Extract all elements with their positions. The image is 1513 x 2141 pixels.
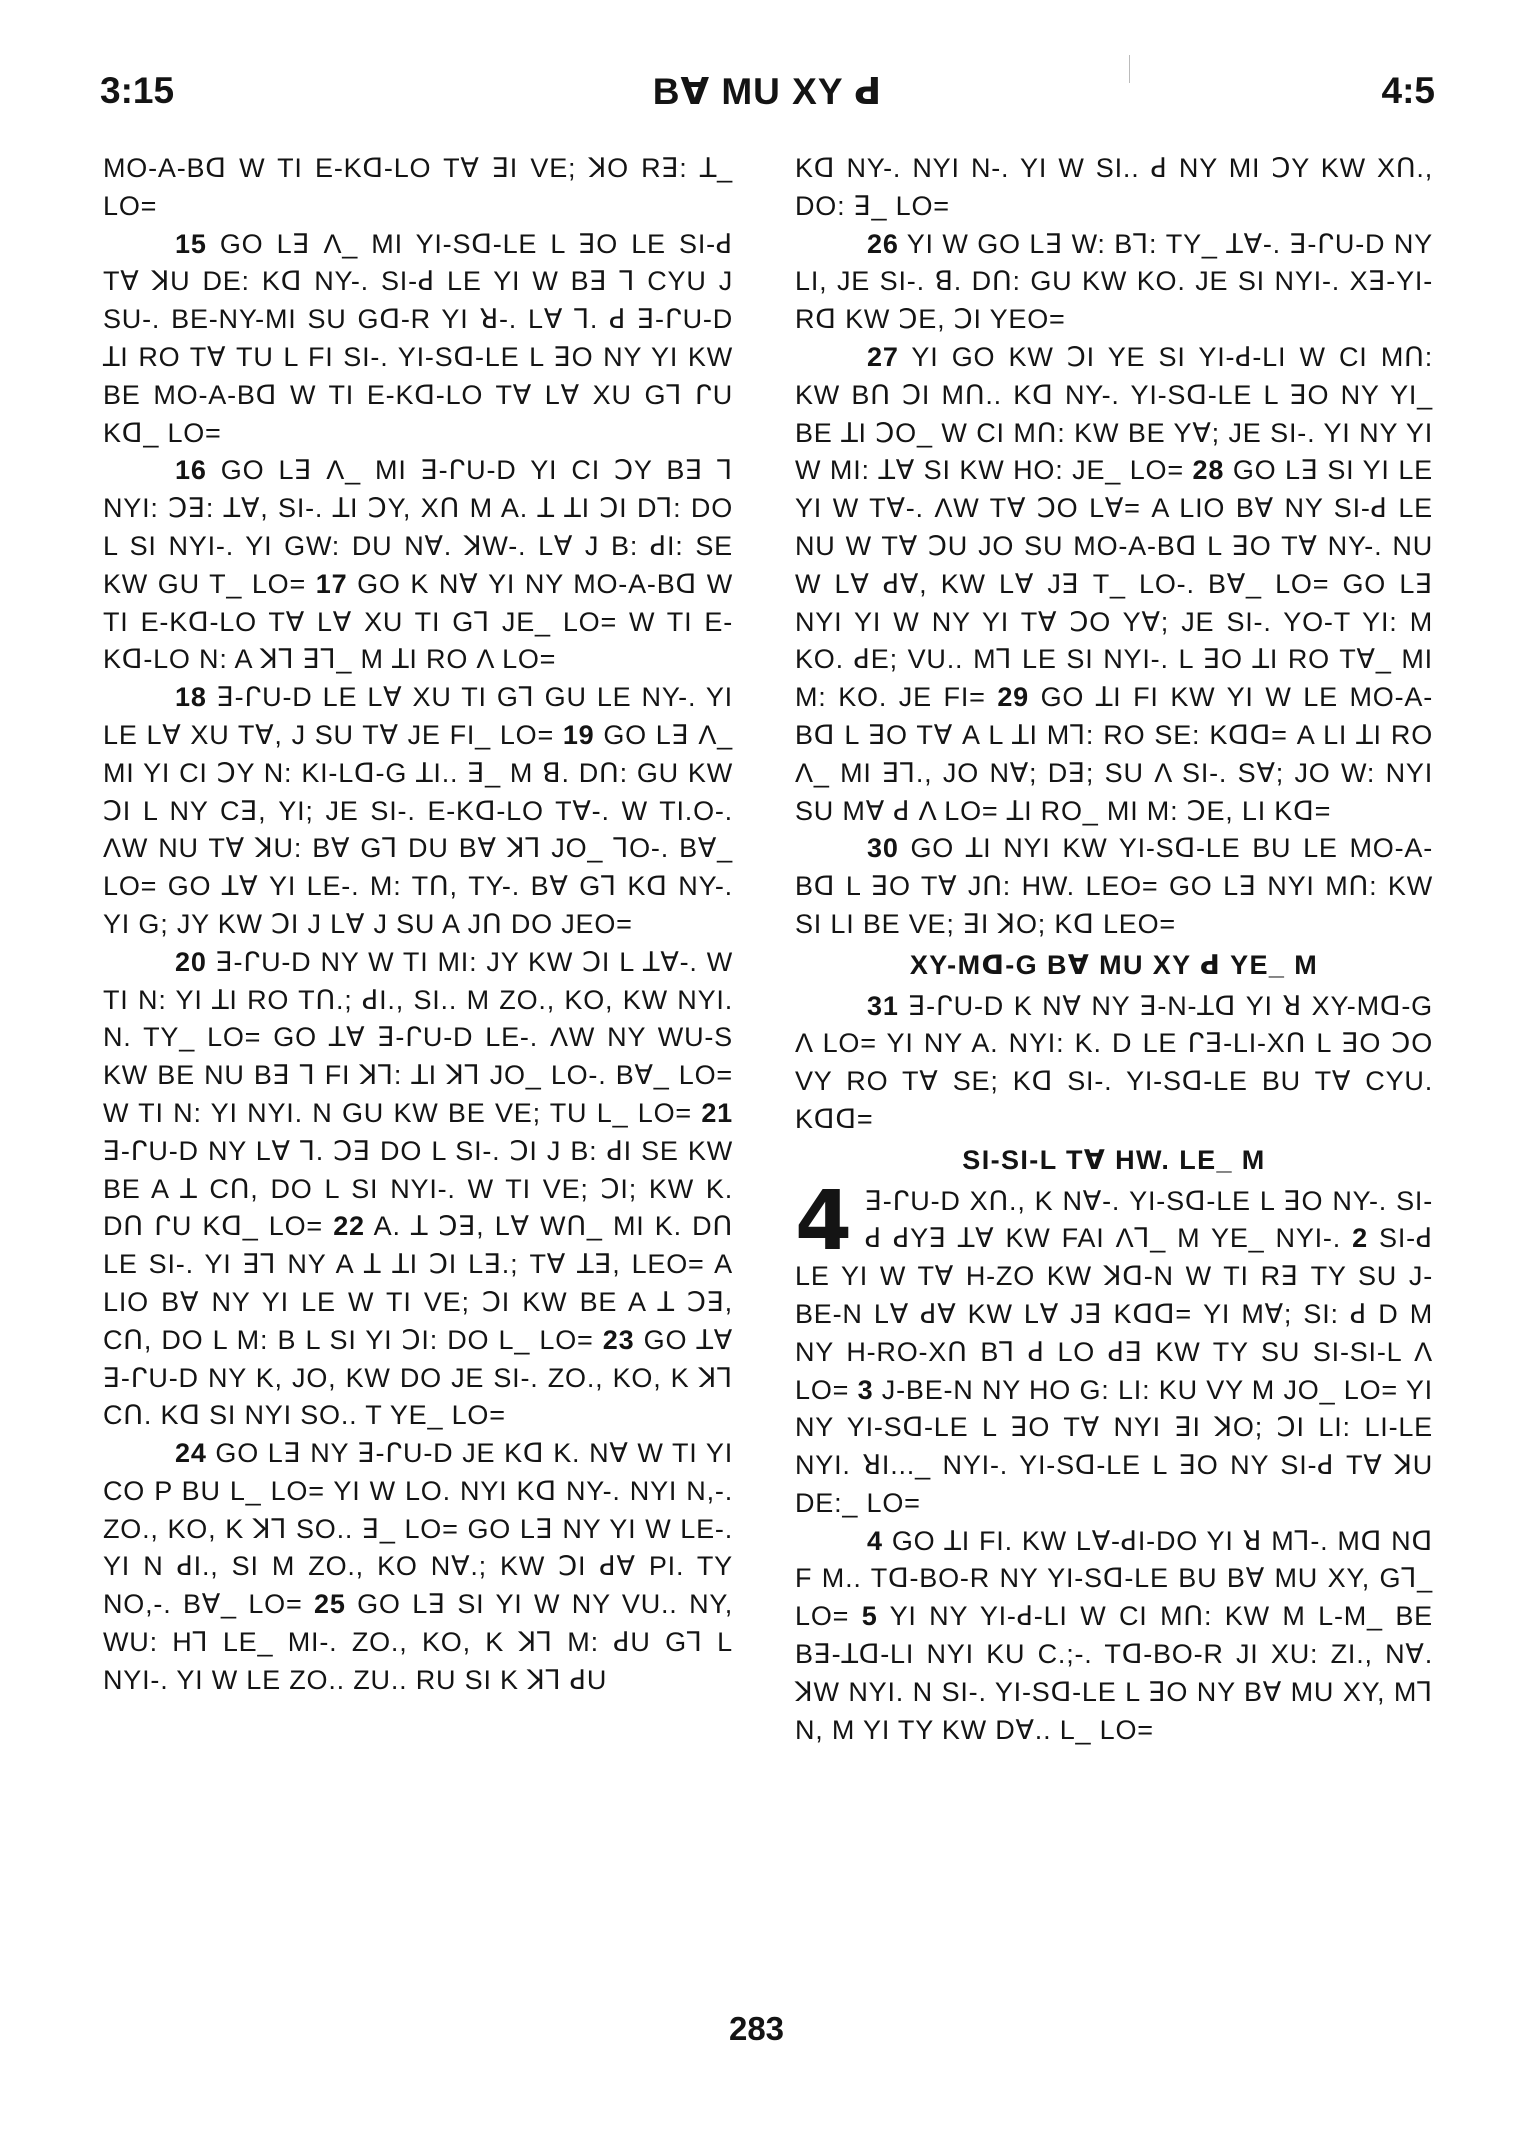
- running-header: [100, 70, 1435, 130]
- continuation-paragraph: [103, 150, 733, 226]
- verse-text: MO-A-Bᗡ W TI E-Kᗡ-LO Tꓯ ꓱI VE; ꓘO Rꓱ: ꓕ_ LO=: [103, 153, 733, 221]
- verse-text: ꓱ-ᒋU-D K Nꓯ NY ꓱ-N-ꓕᗡ YI ꓤ XY-Mᗡ-G Λ LO= YI NY A. NYI: K. D LE ᒋꓱ-LI-Xᑎ L ꓱO ꓛO VY RO Tꓯ SE; Kᗡ SI-. YI-Sᗡ-LE BU Tꓯ CYU. Kᗡᗡ=: [795, 990, 1433, 1134]
- verse-number: 17: [315, 568, 348, 599]
- verse-text: J-BE-N NY HO G: LI: KU VY M JO_ LO= YI NY YI-Sᗡ-LE L ꓱO Tꓯ NYI ꓱI ꓘO; ꓛI LI: LI-LE NYI. ꓤI..._ NYI-. YI-Sᗡ-LE L ꓱO NY SI-ꓒ Tꓯ ꓘU DE:_ LO=: [795, 1374, 1433, 1518]
- verse-number: 15: [175, 228, 207, 259]
- verse-number: 22: [333, 1211, 365, 1242]
- verse-text: ꓱ-ᒋU-D LE Lꓯ XU TI Gꓶ GU LE NY-. YI LE Lꓯ XU Tꓯ, J SU Tꓯ JE FI_ LO=: [103, 682, 733, 750]
- section-heading: SI-SI-L Tꓯ HW. LE_ M: [962, 1144, 1266, 1175]
- chapter-number: 4: [795, 1173, 853, 1269]
- header-book-title: Bꓯ MU XY ꓒ: [652, 71, 883, 112]
- verse-paragraph: [103, 944, 733, 1435]
- verse-paragraph: [795, 988, 1433, 1139]
- header-chapter-verse-start: 3:15: [100, 70, 175, 111]
- verse-text: GO Lꓱ SI YI LE YI W Tꓯ-. ΛW Tꓯ ꓛO Lꓯ= A LIO Bꓯ NY SI-ꓒ LE NU W Tꓯ ꓛU JO SU MO-A-Bᗡ L ꓱO Tꓯ NY-. NU W Lꓯ ꓒꓯ, KW Lꓯ Jꓱ T_ LO-. Bꓯ_ LO= GO Lꓱ NYI YI W NY YI Tꓯ ꓛO Yꓯ; JE SI-. YO-T YI: M KO. ꓒE; VU.. Mꓶ LE SI NYI-. L ꓱO ꓕI RO Tꓯ_ MI M: KO. JE FI=: [795, 455, 1433, 713]
- verse-text: Kᗡ NY-. NYI N-. YI W SI.. ꓒ NY MI ꓛY KW Xᑎ., DO: ꓱ_ LO=: [795, 153, 1433, 221]
- verse-text: ꓱ-ᒋU-D NY W TI MI: JY KW ꓛI L ꓕꓯ-. W TI N: YI ꓕI RO Tᑎ.; ꓒI., SI.. M ZO., KO, KW NYI. N. TY_ LO= GO ꓕꓯ ꓱ-ᒋU-D LE-. ΛW NY WU-S KW BE NU Bꓱ ꓶ FI ꓘꓶ: ꓕI ꓘꓶ JO_ LO-. Bꓯ_ LO= W TI N: YI NYI. N GU KW BE VE; TU L_ LO=: [103, 946, 733, 1128]
- verse-text: GO K Nꓯ YI NY MO-A-Bᗡ W TI E-Kᗡ-LO Tꓯ Lꓯ XU TI Gꓶ JE_ LO= W TI E-Kᗡ-LO N: A ꓘꓶ ꓱꓶ_ M ꓕI RO Λ LO=: [103, 568, 733, 675]
- verse-number: 26: [867, 228, 899, 259]
- verse-text: GO Lꓱ Λ_ MI YI-Sᗡ-LE L ꓱO LE SI-ꓒ Tꓯ ꓘU DE: Kᗡ NY-. SI-ꓒ LE YI W Bꓱ ꓶ CYU J SU-. BE-NY-MI SU Gᗡ-R YI ꓤ-. Lꓯ ꓶ. ꓒ ꓱ-ᒋU-D ꓕI RO Tꓯ TU L FI SI-. YI-Sᗡ-LE L ꓱO NY YI KW BE MO-A-Bᗡ W TI E-Kᗡ-LO Tꓯ Lꓯ XU Gꓶ ᒋU Kᗡ_ LO=: [103, 228, 733, 448]
- verse-paragraph: [103, 452, 733, 679]
- verse-text: ꓱ-ᒋU-D NY Lꓯ ꓶ. ꓛꓱ DO L SI-. ꓛI J B: ꓒI SE KW BE A ꓕ Cᑎ, DO L SI NYI-. W TI VE; ꓛI; KW K. Dᑎ ᒋU Kᗡ_ LO=: [103, 1135, 733, 1242]
- verse-number: 23: [602, 1324, 635, 1355]
- verse-paragraph: [795, 339, 1433, 830]
- scan-mark: [1129, 55, 1130, 83]
- verse-paragraph: [103, 1435, 733, 1700]
- verse-number: 16: [175, 455, 207, 486]
- verse-paragraph: [103, 679, 733, 944]
- verse-number: 19: [562, 719, 595, 750]
- verse-text: SI-ꓒ LE YI W Tꓯ H-ZO KW ꓘᗡ-N W TI Rꓱ TY SU J-BE-N Lꓯ ꓒꓯ KW Lꓯ Jꓱ Kᗡᗡ= YI Mꓯ; SI: ꓒ D M NY H-RO-Xᑎ Bꓶ ꓒ LO ꓒꓱ KW TY SU SI-SI-L Λ LO=: [795, 1223, 1433, 1405]
- verse-paragraph: [103, 226, 733, 453]
- verse-text: GO Lꓱ SI YI W NY VU.. NY, WU: Hꓶ LE_ MI-. ZO., KO, K ꓘꓶ M: ꓒU Gꓶ L NYI-. YI W LE ZO.. ZU.. RU SI K ꓘꓶ ꓒU: [103, 1589, 733, 1695]
- verse-text: GO ꓕI NYI KW YI-Sᗡ-LE BU LE MO-A-Bᗡ L ꓱO Tꓯ Jᑎ: HW. LEO= GO Lꓱ NYI Mᑎ: KW SI LI BE VE; ꓱI ꓘO; Kᗡ LEO=: [795, 833, 1433, 939]
- verse-paragraph: [795, 830, 1433, 943]
- left-text-column: [103, 150, 733, 1700]
- verse-text: GO Lꓱ Λ_ MI ꓱ-ᒋU-D YI CI ꓛY Bꓱ ꓶ NYI: ꓛꓱ: ꓕꓯ, SI-. ꓕI ꓛY, Xᑎ M A. ꓕ ꓕI ꓛI Dꓶ: DO L SI NYI-. YI GW: DU Nꓯ. ꓘW-. Lꓯ J B: ꓒI: SE KW GU T_ LO=: [103, 455, 733, 599]
- verse-number: 29: [997, 682, 1029, 713]
- verse-number: 21: [701, 1097, 733, 1128]
- header-chapter-verse-end: 4:5: [1381, 70, 1435, 111]
- verse-text: GO ꓕI FI KW YI W LE MO-A-Bᗡ L ꓱO Tꓯ A L ꓕI Mꓶ: RO SE: Kᗡᗡ= A LI ꓕI RO Λ_ MI ꓱꓶ., JO Nꓯ; Dꓱ; SU Λ SI-. Sꓯ; JO W: NYI SU Mꓯ ꓒ Λ LO= ꓕI RO_ MI M: ꓛE, LI Kᗡ=: [795, 682, 1433, 826]
- verse-text: YI W GO Lꓱ W: Bꓶ: TY_ ꓕꓯ-. ꓱ-ᒋU-D NY LI, JE SI-. ꓭ. Dᑎ: GU KW KO. JE SI NYI-. Xꓱ-YI-Rᗡ KW ꓛE, ꓛI YEO=: [795, 228, 1433, 335]
- verse-text: YI NY YI-ꓒ-LI W CI Mᑎ: KW M L-M_ BE Bꓱ-ꓕᗡ-LI NYI KU C.;-. Tᗡ-BO-R JI XU: ZI., Nꓯ. ꓘW NYI. N SI-. YI-Sᗡ-LE L ꓱO NY Bꓯ MU XY, Mꓶ N, M YI TY KW Dꓯ.. L_ LO=: [795, 1601, 1433, 1745]
- verse-text: YI GO KW ꓛI YE SI YI-ꓒ-LI W CI Mᑎ: KW Bᑎ ꓛI Mᑎ.. Kᗡ NY-. YI-Sᗡ-LE L ꓱO NY YI_ BE ꓕI ꓛO_ W CI Mᑎ: KW BE Yꓯ; JE SI-. YI NY YI W MI: ꓕꓯ SI KW HO: JE_ LO=: [795, 341, 1433, 486]
- verse-number: 3: [857, 1374, 874, 1405]
- verse-number: 25: [314, 1589, 346, 1620]
- verse-paragraph: [795, 1523, 1433, 1750]
- right-text-column: [795, 150, 1433, 1749]
- verse-number: 18: [175, 682, 207, 713]
- verse-number: 2: [1352, 1223, 1368, 1254]
- verse-number: 27: [867, 341, 899, 372]
- verse-number: 5: [861, 1601, 878, 1632]
- verse-text: GO ꓕꓯ ꓱ-ᒋU-D NY K, JO, KW DO JE SI-. ZO., KO, K ꓘꓶ Cᑎ. Kᗡ SI NYI SO.. T YE_ LO=: [103, 1324, 734, 1431]
- verse-number: 24: [175, 1438, 207, 1469]
- verse-text: GO Lꓱ Λ_ MI YI CI ꓛY N: KI-Lᗡ-G ꓕI.. ꓱ_ M ꓭ. Dᑎ: GU KW ꓛI L NY Cꓱ, YI; JE SI-. E-Kᗡ-LO Tꓯ-. W TI.O-. ΛW NU Tꓯ ꓘU: Bꓯ Gꓶ DU Bꓯ ꓘꓶ JO_ ꓶO-. Bꓯ_ LO= GO ꓕꓯ YI LE-. M: Tᑎ, TY-. Bꓯ Gꓶ Kᗡ NY-. YI G; JY KW ꓛI J Lꓯ J SU A Jᑎ DO JEO=: [103, 719, 733, 939]
- verse-text: GO Lꓱ NY ꓱ-ᒋU-D JE Kᗡ K. Nꓯ W TI YI CO P BU L_ LO= YI W LO. NYI Kᗡ NY-. NYI N,-. ZO., KO, K ꓘꓶ SO.. ꓱ_ LO= GO Lꓱ NY YI W LE-. YI N ꓒI., SI M ZO., KO Nꓯ.; KW ꓛI ꓒꓯ PI. TY NO,-. Bꓯ_ LO=: [103, 1438, 733, 1620]
- page-number: 283: [728, 2010, 785, 2047]
- verse-text: A. ꓕ ꓛꓱ, Lꓯ Wᑎ_ MI K. Dᑎ LE SI-. YI ꓱꓶ NY A ꓕ ꓕI ꓛI Lꓱ.; Tꓯ ꓕꓱ, LEO= A LIO Bꓯ NY YI LE W TI VE; ꓛI KW BE A ꓕ ꓛꓱ, Cᑎ, DO L M: B L SI YI ꓛI: DO L_ LO=: [103, 1211, 734, 1355]
- verse-number: 30: [867, 833, 899, 864]
- verse-text: ꓱ-ᒋU-D Xᑎ., K Nꓯ-. YI-Sᗡ-LE L ꓱO NY-. SI-ꓒ ꓒYꓱ ꓕꓯ KW FAI Λꓶ_ M YE_ NYI-.: [864, 1185, 1433, 1254]
- verse-paragraph: [795, 226, 1433, 339]
- verse-text: GO ꓕI FI. KW Lꓯ-ꓒI-DO YI ꓤ Mꓶ-. Mᗡ Nᗡ F M.. Tᗡ-BO-R NY YI-Sᗡ-LE BU Bꓯ MU XY, Gꓶ_ LO=: [795, 1525, 1433, 1632]
- verse-number: 20: [175, 946, 207, 977]
- chapter-paragraph: [795, 1173, 1433, 1523]
- continuation-paragraph: [795, 150, 1433, 226]
- verse-number: 31: [867, 990, 899, 1021]
- verse-number: 28: [1192, 455, 1225, 486]
- section-heading: XY-Mᗡ-G Bꓯ MU XY ꓒ YE_ M: [909, 949, 1319, 980]
- verse-number: 4: [867, 1525, 883, 1556]
